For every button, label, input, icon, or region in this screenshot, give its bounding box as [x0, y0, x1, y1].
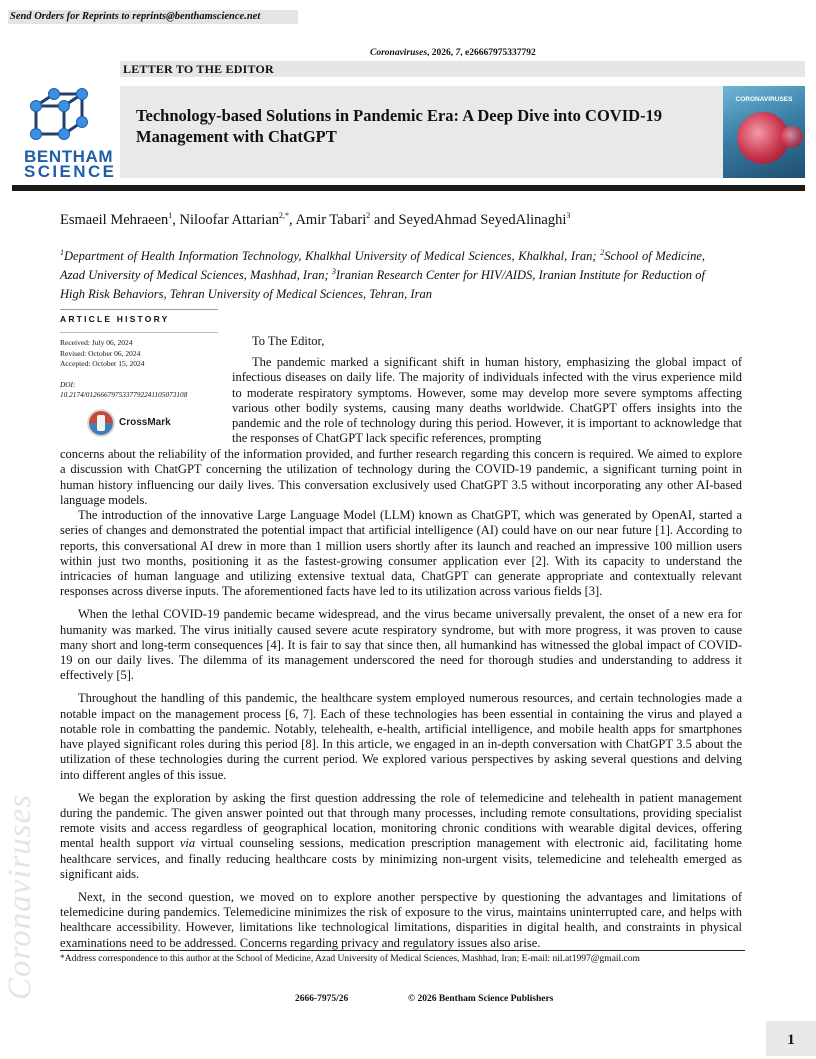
affiliation-text: Department of Health Information Technology, Khalkhal University of Medical Sciences, Khalkhal, Iran;: [64, 249, 601, 263]
sidebar-divider: [60, 309, 218, 310]
author-affiliation-marker: 2: [366, 211, 371, 221]
crossmark-label: CrossMark: [119, 417, 171, 428]
intro-paragraph-continued: concerns about the reliability of the information provided, and further research regarding this concern is required. We aimed to explore a discussion with ChatGPT concerning the utilization of technology during the COVID-19 pandemic, a significant turning point in human history influencing our daily lives. This conversation exclusively used ChatGPT 3.5 without incorporating any other AI-based language models.: [60, 447, 742, 507]
page-number: 1: [766, 1021, 816, 1056]
received-date: Received: July 06, 2024: [60, 338, 133, 347]
intro-paragraph: The pandemic marked a significant shift in human history, emphasizing the global impact of infectious diseases on daily life. The majority of individuals infected with the virus experience mild to moderate respiratory symptoms. However, some may develop more severe symptoms affecting various other bodily systems, causing many deaths worldwide. ChatGPT offers insights into the pandemic and the role of technology during this period. However, it is important to acknowledge that the responses of ChatGPT lack specific references, prompting: [232, 355, 742, 446]
journal-watermark: Coronaviruses: [2, 793, 38, 1000]
emphasis-text: via: [179, 836, 196, 851]
article-history-heading: ARTICLE HISTORY: [60, 314, 170, 324]
article-history: [60, 338, 145, 370]
affiliation-marker: 1: [60, 247, 64, 257]
reprint-notice: Send Orders for Reprints to reprints@benthamscience.net: [8, 10, 298, 24]
journal-citation: [370, 48, 536, 58]
crossmark-badge[interactable]: [86, 408, 186, 438]
author-name: and SeyedAhmad SeyedAlinaghi: [370, 212, 567, 228]
bentham-science-logo[interactable]: [12, 86, 117, 181]
header-divider: [12, 185, 805, 191]
revised-date: Revised: October 06, 2024: [60, 348, 141, 358]
citation-article-id: , e26667975337792: [460, 48, 536, 58]
paragraph-text: We began the exploration by asking the first question addressing the role of telemedicine and telehealth in patient management during the pandemic. The given answer pointed out that through many processes, including remote consultations, providing specialist remote visits and access regardless of geographical location, monitoring chronic conditions with wearable digital devices, offering mental health support: [60, 790, 742, 851]
body-paragraph: Throughout the handling of this pandemic, the healthcare system employed numerous resources, and certain technologies made a notable impact on the management process [6, 7]. Each of these technologies has been essential in containing the virus and played a notable role in combatting the pandemic. Notably, telehealth, e-health, artificial intelligence, and mobile health apps for smartphones have played significant roles during this period [8]. In this article, we engaged in an in-depth conversation with ChatGPT 3.5 about the utilization of these technologies during the current period. We explored various perspectives by asking several questions and delving into different angles of this issue.: [60, 691, 742, 782]
affiliation-marker: 3: [331, 266, 336, 276]
author-affiliation-marker: 3: [566, 211, 571, 221]
author-name: , Amir Tabari: [289, 212, 367, 228]
author-affiliation-marker: 1: [168, 211, 173, 221]
footnote-divider: [60, 950, 745, 951]
affiliation-marker: 2: [600, 247, 605, 257]
accepted-date: Accepted: October 15, 2024: [60, 359, 145, 368]
sidebar-divider: [60, 332, 218, 333]
correspondence-footnote: *Address correspondence to this author at the School of Medicine, Azad University of Medical Sciences, Mashhad, Iran; E-mail: nil.at1997@gmail.com: [60, 954, 640, 964]
article-body: [60, 508, 742, 959]
author-list: [60, 212, 570, 229]
doi-block: [60, 380, 230, 400]
journal-name: Coronaviruses: [370, 48, 428, 58]
cover-title: CORONAVIRUSES: [735, 96, 793, 103]
journal-cover-image: [723, 86, 805, 178]
virus-illustration-small: [781, 126, 803, 148]
doi-label: DOI:: [60, 380, 76, 389]
salutation: To The Editor,: [252, 334, 325, 348]
body-paragraph: The introduction of the innovative Large Language Model (LLM) known as ChatGPT, which was generated by OpenAI, started a series of changes and demonstrated the potential impact that artificial intelligence (AI) could have on our near future [1]. According to reports, this conversational AI drew in more than 1 million users shortly after its launch and reached an impressive 100 million users within just two months, positioning it as the fastest-growing consumer application ever [2]. With its capacity to understand the intricacies of human language and utilizing extensive textual data, ChatGPT can generate appropriate and contextually relevant responses across diverse inputs. The aforementioned facts have led to its utilization across various fields [3].: [60, 508, 742, 599]
affiliations: [60, 247, 705, 304]
logo-word-science: SCIENCE: [24, 162, 117, 181]
body-paragraph: Next, in the second question, we moved on to explore another perspective by questioning the advantages and limitations of telemedicine during pandemics. Telemedicine minimizes the risk of exposure to the virus, maintains uninterrupted care, and helps with healthcare accessibility. However, limitations like technological limitations, disparities in digital health, and constraints in physical examinations need to be addressed. Concerns regarding privacy and regulatory issues also arise.: [60, 889, 742, 950]
author-affiliation-marker: 2,*: [279, 211, 290, 221]
affiliation-text: Iranian Research Center for HIV/AIDS, Iranian Institute for Reduction of High Risk Behaviors, Tehran University of Medical Sciences, Tehran, Iran: [60, 268, 705, 301]
author-name: , Niloofar Attarian: [172, 212, 280, 228]
citation-year: , 2026,: [427, 48, 456, 58]
article-type-bar: LETTER TO THE EDITOR: [120, 61, 805, 77]
author-name: Esmaeil Mehraeen: [60, 212, 169, 228]
publisher-copyright: © 2026 Bentham Science Publishers: [408, 994, 554, 1004]
molecule-icon: [12, 86, 112, 146]
citation-volume: 7: [455, 48, 461, 58]
doi-link[interactable]: 10.2174/0126667975337792241105073108: [60, 390, 188, 399]
paragraph-text: virtual counseling sessions, medication prescription management with electronic aid, facilitating home healthcare services, and finally reducing healthcare costs by minimizing non-urgent visits, telemedicine and telehealth emerged as significant aids.: [60, 836, 742, 882]
logo-word-bentham: BENTHAM: [24, 147, 114, 166]
body-paragraph: When the lethal COVID-19 pandemic became widespread, and the virus became universally prevalent, the onset of a new era for humanity was marked. The virus initially caused severe acute respiratory syndrome, but with more progress, it was proven to cause many short and long-term consequences [4]. It is fair to say that since then, all humankind has witnessed the global impact of COVID-19 on our daily lives. The dilemma of its management underscored the need for thorough studies and understanding to address it effectively [5].: [60, 607, 742, 683]
article-title: Technology-based Solutions in Pandemic Era: A Deep Dive into COVID-19 Management with ChatGPT: [136, 106, 663, 146]
body-paragraph: [60, 791, 742, 883]
issn: 2666-7975/26: [295, 994, 349, 1004]
crossmark-icon: [86, 408, 116, 438]
affiliation-text: School of Medicine, Azad University of Medical Sciences, Mashhad, Iran;: [60, 249, 706, 282]
